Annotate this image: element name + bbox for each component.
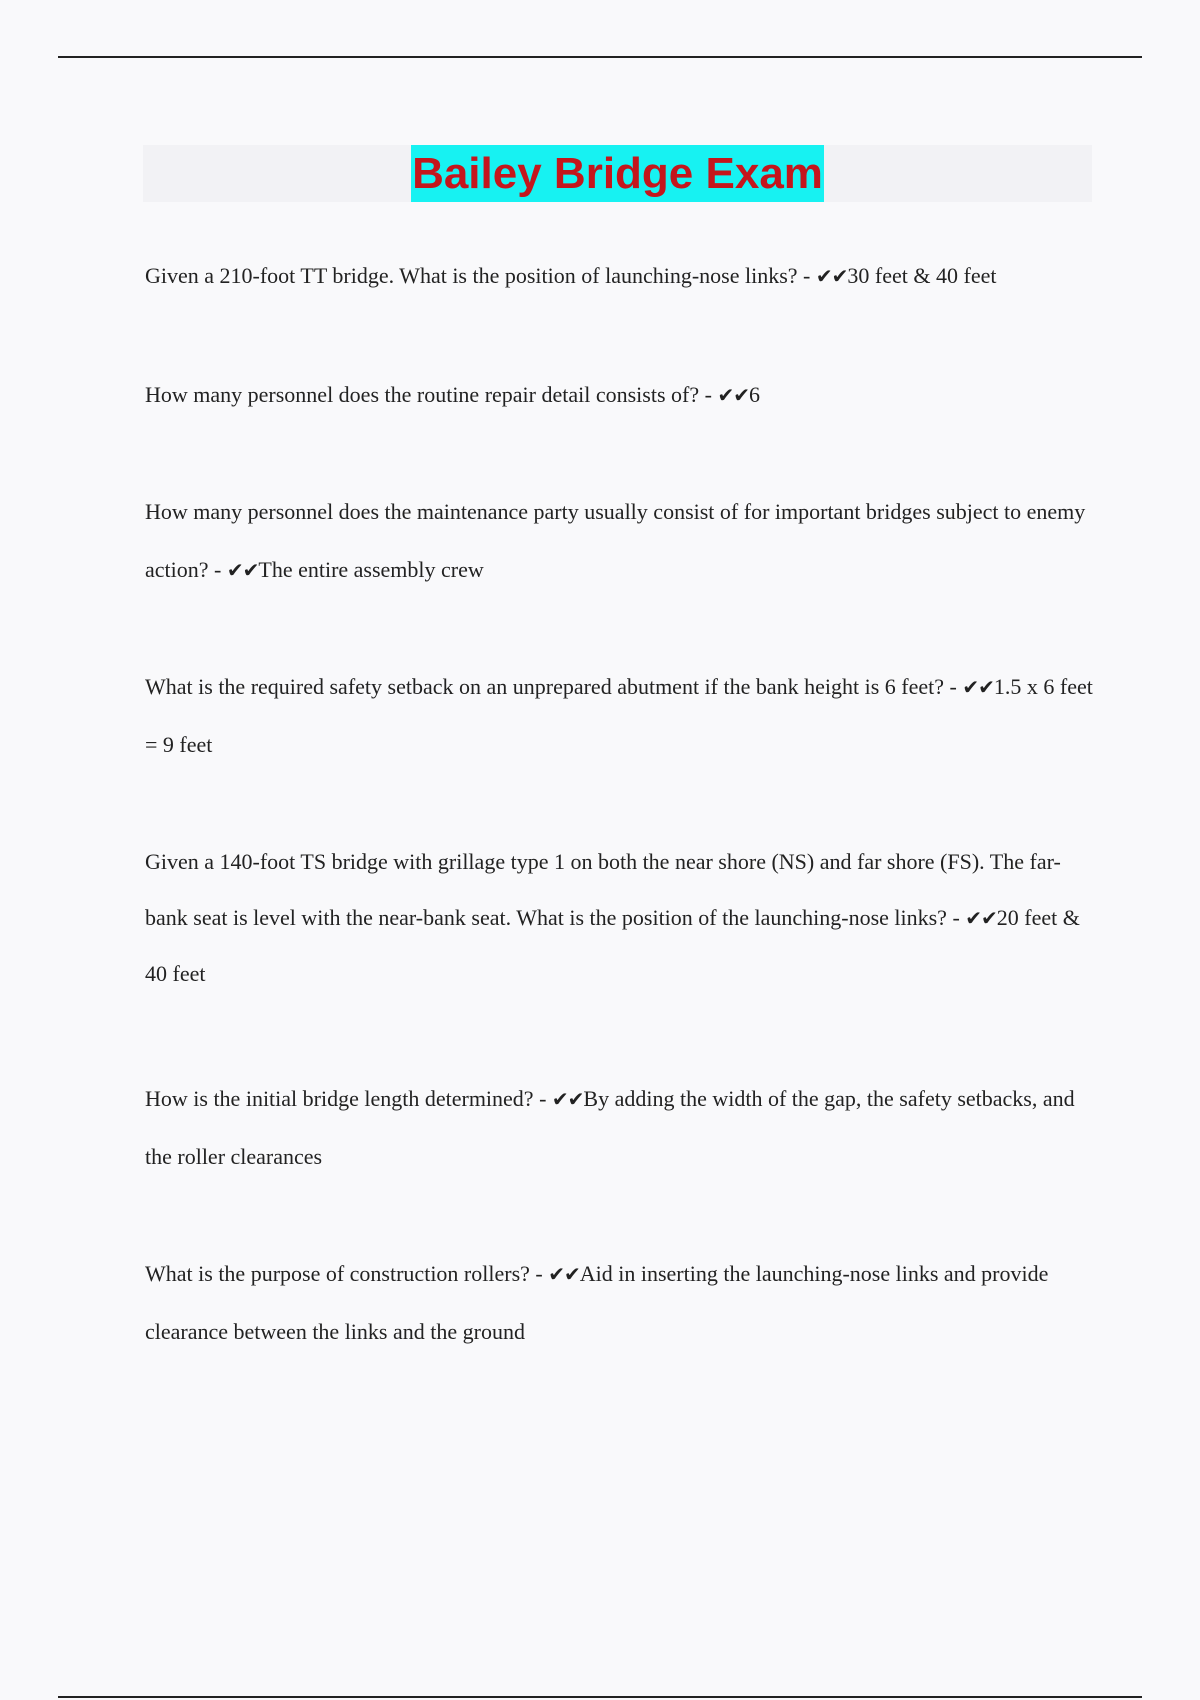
question-text: How many personnel does the maintenance party usually consist of for important bridges subject to enemy action? - (145, 499, 1086, 582)
qa-item-1 (145, 247, 1095, 305)
qa-item-7 (145, 1245, 1095, 1361)
question-text: What is the purpose of construction rollers? - (145, 1261, 549, 1286)
question-text: How is the initial bridge length determined? - (145, 1086, 552, 1111)
qa-item-6 (145, 1070, 1095, 1186)
top-rule (58, 56, 1142, 58)
bottom-rule (58, 1696, 1142, 1698)
check-icon: ✔✔ (226, 558, 259, 582)
question-text: What is the required safety setback on an unprepared abutment if the bank height is 6 feet? - (145, 674, 963, 699)
check-icon: ✔✔ (965, 906, 997, 930)
check-icon: ✔✔ (551, 1087, 584, 1111)
answer-text: By adding the width of the gap, the safety setbacks, and the roller clearances (145, 1086, 1075, 1169)
question-text: How many personnel does the routine repair detail consists of? - (145, 382, 718, 407)
check-icon: ✔✔ (548, 1262, 580, 1286)
qa-item-5 (145, 834, 1095, 1002)
qa-item-3 (145, 483, 1095, 599)
answer-text: 20 feet & 40 feet (145, 905, 1080, 986)
qa-item-2 (145, 366, 1095, 424)
qa-item-4 (145, 658, 1095, 774)
check-icon: ✔✔ (962, 675, 994, 699)
answer-text: Aid in inserting the launching-nose links and provide clearance between the links and the ground (145, 1261, 1049, 1344)
answer-text: 30 feet & 40 feet (847, 263, 997, 288)
document-title: Bailey Bridge Exam (411, 145, 824, 202)
answer-text: 6 (748, 382, 760, 407)
question-text: Given a 210-foot TT bridge. What is the position of launching-nose links? - (145, 263, 816, 288)
answer-text: The entire assembly crew (258, 557, 484, 582)
answer-text: 1.5 x 6 feet = 9 feet (145, 674, 1093, 757)
title-band (143, 145, 1092, 202)
check-icon: ✔✔ (717, 383, 749, 407)
check-icon: ✔✔ (815, 264, 848, 288)
question-text: Given a 140-foot TS bridge with grillage type 1 on both the near shore (NS) and far shore (FS). The far-bank seat is level with the near-bank seat. What is the position of the launching-nose links? - (145, 849, 1061, 930)
